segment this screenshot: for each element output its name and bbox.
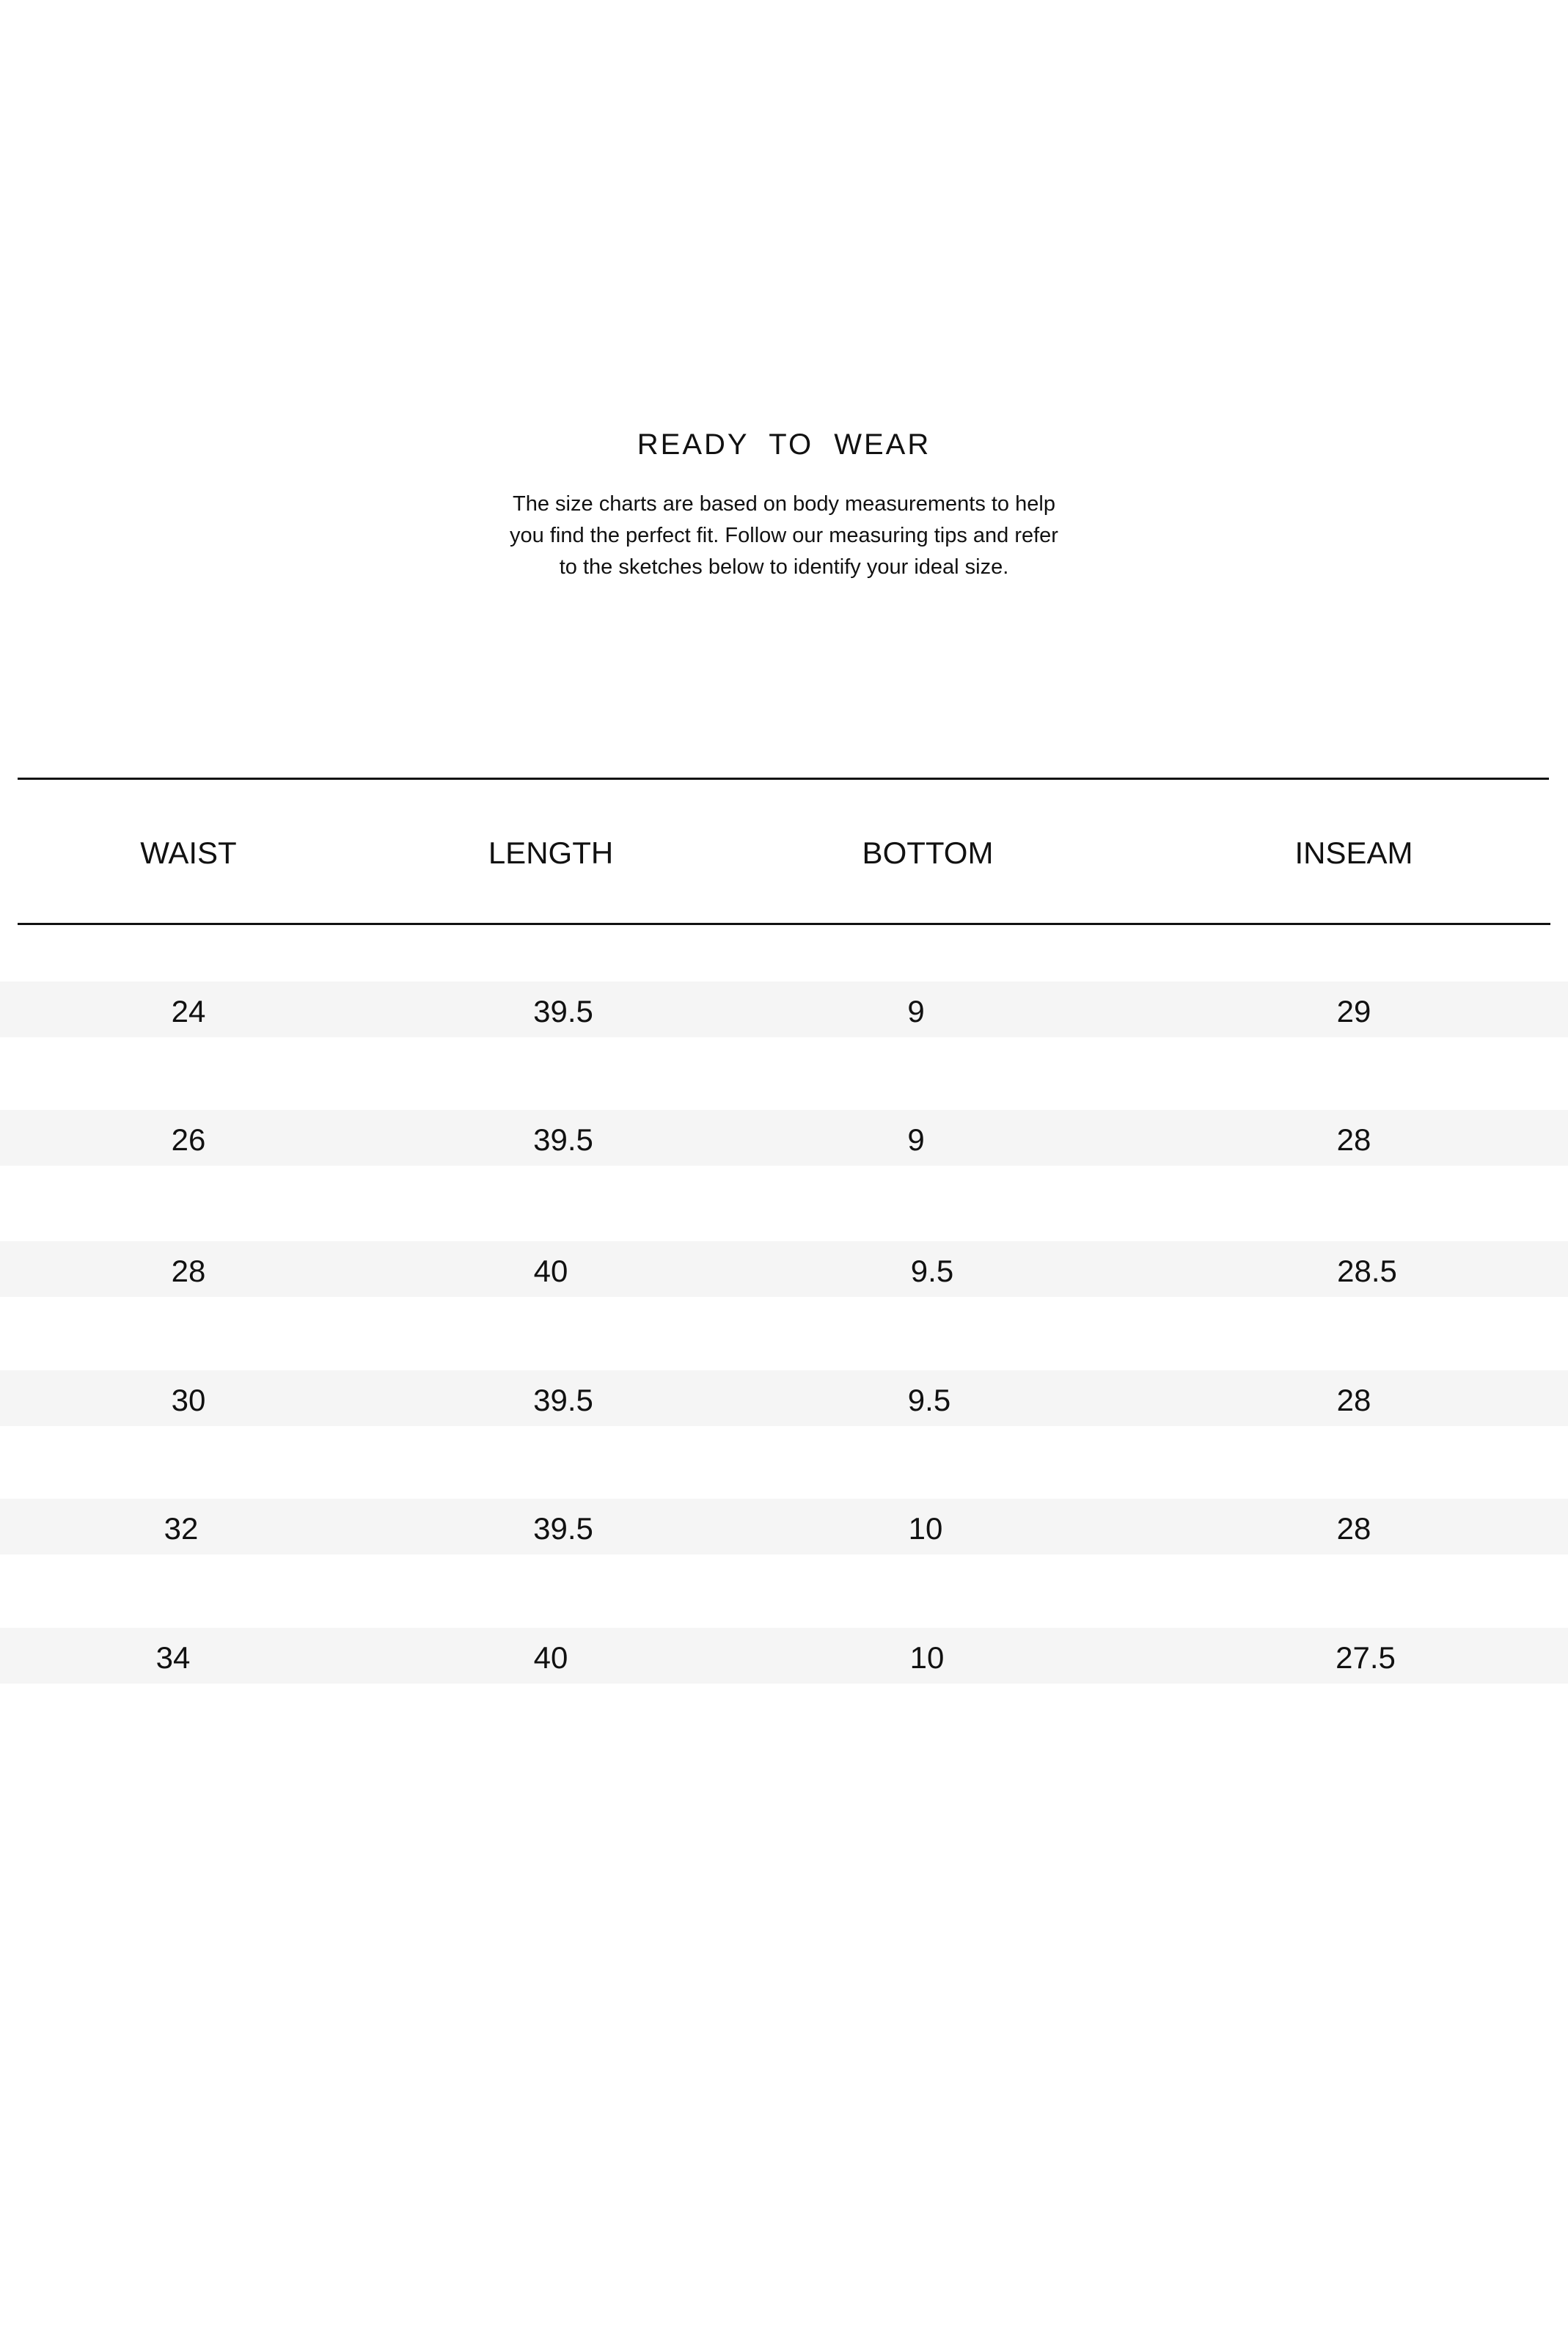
table-row xyxy=(0,1370,1568,1426)
column-header-length: LENGTH xyxy=(488,836,614,870)
intro-line: you find the perfect fit. Follow our measuring tips and refer xyxy=(510,524,1058,547)
column-header-bottom: BOTTOM xyxy=(862,836,994,870)
waist-cell: 26 xyxy=(171,1122,206,1157)
intro-line: The size charts are based on body measurements to help xyxy=(513,492,1055,516)
length-cell: 39.5 xyxy=(533,1511,593,1546)
bottom-cell: 10 xyxy=(908,1511,943,1546)
page-title: READY TO WEAR xyxy=(637,428,931,461)
column-header-inseam: INSEAM xyxy=(1294,836,1413,870)
intro-line: to the sketches below to identify your ideal size. xyxy=(559,555,1009,579)
inseam-cell: 28 xyxy=(1336,1383,1371,1417)
inseam-cell: 29 xyxy=(1336,994,1371,1028)
length-cell: 39.5 xyxy=(533,1122,593,1157)
table-header-rule xyxy=(18,923,1550,925)
bottom-cell: 9 xyxy=(907,994,925,1028)
column-header-waist: WAIST xyxy=(140,836,237,870)
length-cell: 39.5 xyxy=(533,994,593,1028)
table-row xyxy=(0,1241,1568,1297)
length-cell: 40 xyxy=(533,1254,568,1288)
waist-cell: 28 xyxy=(171,1254,206,1288)
table-header xyxy=(0,829,1568,877)
inseam-cell: 27.5 xyxy=(1336,1640,1396,1675)
table-top-rule xyxy=(18,778,1549,780)
table-row xyxy=(0,1499,1568,1554)
waist-cell: 24 xyxy=(171,994,206,1028)
table-row xyxy=(0,1110,1568,1166)
length-cell: 40 xyxy=(533,1640,568,1675)
inseam-cell: 28.5 xyxy=(1337,1254,1397,1288)
inseam-cell: 28 xyxy=(1336,1511,1371,1546)
inseam-cell: 28 xyxy=(1336,1122,1371,1157)
bottom-cell: 9 xyxy=(907,1122,925,1157)
table-row xyxy=(0,982,1568,1037)
waist-cell: 30 xyxy=(171,1383,206,1417)
waist-cell: 34 xyxy=(155,1640,191,1675)
bottom-cell: 9.5 xyxy=(910,1254,954,1288)
waist-cell: 32 xyxy=(164,1511,199,1546)
bottom-cell: 9.5 xyxy=(907,1383,951,1417)
intro-text xyxy=(0,489,1568,583)
bottom-cell: 10 xyxy=(909,1640,945,1675)
length-cell: 39.5 xyxy=(533,1383,593,1417)
table-row xyxy=(0,1628,1568,1684)
